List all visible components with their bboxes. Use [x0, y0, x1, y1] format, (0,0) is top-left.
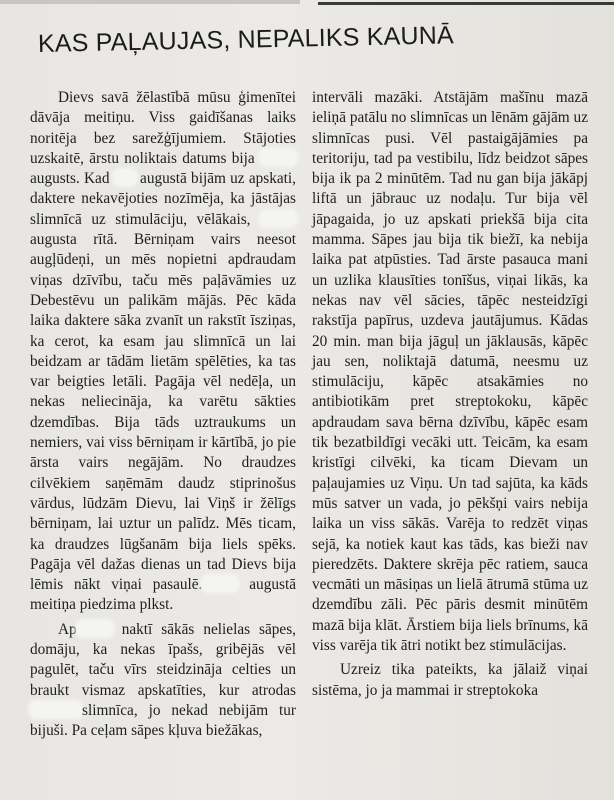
- redaction-mark: [260, 150, 296, 165]
- paragraph-3: intervāli mazāki. Atstājām mašīnu mazā ieliņā patālu no slimnīcas un lēnām gājām uz slimnīcas pusi. Vēl pastaigājāmies pa teritoriju, tad pa vestibilu, līdz beidzot sāpes bija ik pa 2 minūtēm. Tad nu gan bija jākāpj liftā un jābrauc uz nodaļu. Tur bija vēl jāpagaida, jo uz apskati priekšā bija cita mamma. Sāpes jau bija tik biežī, ka nebija laika pat atpūsties. Tad ārste pasauca mani un uzlika klausīties tonīšus, viņai likās, ka nekas nav vēl sācies, tāpēc nesteidzīgi rakstīja papīrus, uzdeva jautājumus. Kādas 20 min. man bija jāguļ un jāklausās, kāpēc jau sen, noliktajā datumā, neesmu uz stimulāciju, kāpēc atsakāmies no antibiotikām pret streptokoku, kāpēc apdraudam sava bērna dzīvību, kāpēc esam tik bezatbildīgi vecāki utt. Teicām, ka esam kristīgi cilvēki, ka ticam Dievam un paļaujamies uz Viņu. Un tad sajūta, ka kāds mūs satver un vada, jo pēkšņi vairs nebija laika un viss sākās. Varēja to redzēt viņas sejā, ka notiek kaut kas tāds, kas bieži nav pieredzēts. Daktere skrēja pēc ratiem, sauca vecmāti un māsiņas un lielā ātrumā stūma uz dzemdību zāli. Pēc pāris desmit minūtēm mazā bija klāt. Ārstiem bija liels brīnums, kā viss varēja tik ātri notikt bez stimulācijas.: [312, 89, 588, 655]
- redaction-mark: [202, 576, 238, 591]
- text-run: augustā bijām uz apskati, daktere nekavējoties nozīmēja, ka jāstājas slimnīcā uz stimulāciju, vēlākais,: [30, 170, 297, 228]
- text-run: Dievs savā žēlastībā mūsu ģimenītei dāvāja meitiņu. Viss gaidīšanas laiks noritēja bez sarežģījumiem. Stājoties uzskaitē, ārstu noliktais datums bija: [30, 89, 296, 167]
- paragraph-2: [30, 620, 296, 742]
- redaction-mark: [77, 621, 113, 636]
- article-title: KAS PAĻAUJAS, NEPALIKS KAUNĀ: [37, 21, 455, 58]
- text-run: augustā meitiņa piedzima plkst.: [30, 576, 296, 614]
- redaction-mark: [114, 170, 136, 185]
- text-run: Ap: [58, 620, 77, 638]
- text-run: augusts. Kad: [30, 170, 110, 188]
- text-run: slimnīca, jo nekad nebijām tur bijuši. Pa ceļam sāpes kļuva biežākas,: [30, 701, 296, 740]
- left-column: [30, 88, 296, 742]
- top-border-left: [0, 0, 300, 4]
- paragraph-1: [30, 88, 296, 616]
- right-column: [312, 88, 588, 701]
- text-run: naktī sākās nelielas sāpes, domāju, ka nekas īpašs, gribējās vēl pagulēt, taču vīrs steidzināja celties un braukt vismaz apskatīties, kur atrodas: [30, 620, 297, 699]
- top-border-right: [318, 2, 614, 5]
- redaction-mark: [30, 702, 82, 717]
- redaction-mark: [260, 211, 296, 226]
- paragraph-4: Uzreiz tika pateikts, ka jālaiž viņai sistēma, jo ja mammai ir streptokoka: [312, 661, 588, 699]
- text-run: augusta rītā. Bērniņam vairs neesot augļūdeņi, un mēs nopietni apdraudam viņas dzīvību, taču mēs paļāvāmies uz Debestēvu un palikām mājās. Pēc kāda laika daktere sāka zvanīt un rakstīt īsziņas, ka cerot, ka esam jau slimnīcā un lai beidzam ar tādām lietām spēlēties, ka tas var beigties letāli. Pagāja vēl nedēļa, un nekas neliecināja, ka varētu sākties dzemdības. Bija tāds uztraukums un nemiers, vai viss bērniņam ir kārtībā, jo pie ārsta vairs negājām. No draudzes cilvēkiem saņēmām daudz stiprinošus vārdus, lūdzām Dievu, lai Viņš ir žēlīgs bērniņam, lai uztur un palīdz. Mēs ticam, ka draudzes lūgšanām bija liels spēks. Pagāja vēl dažas dienas un tad Dievs bija lēmis nākt viņai pasaulē.: [30, 231, 296, 594]
